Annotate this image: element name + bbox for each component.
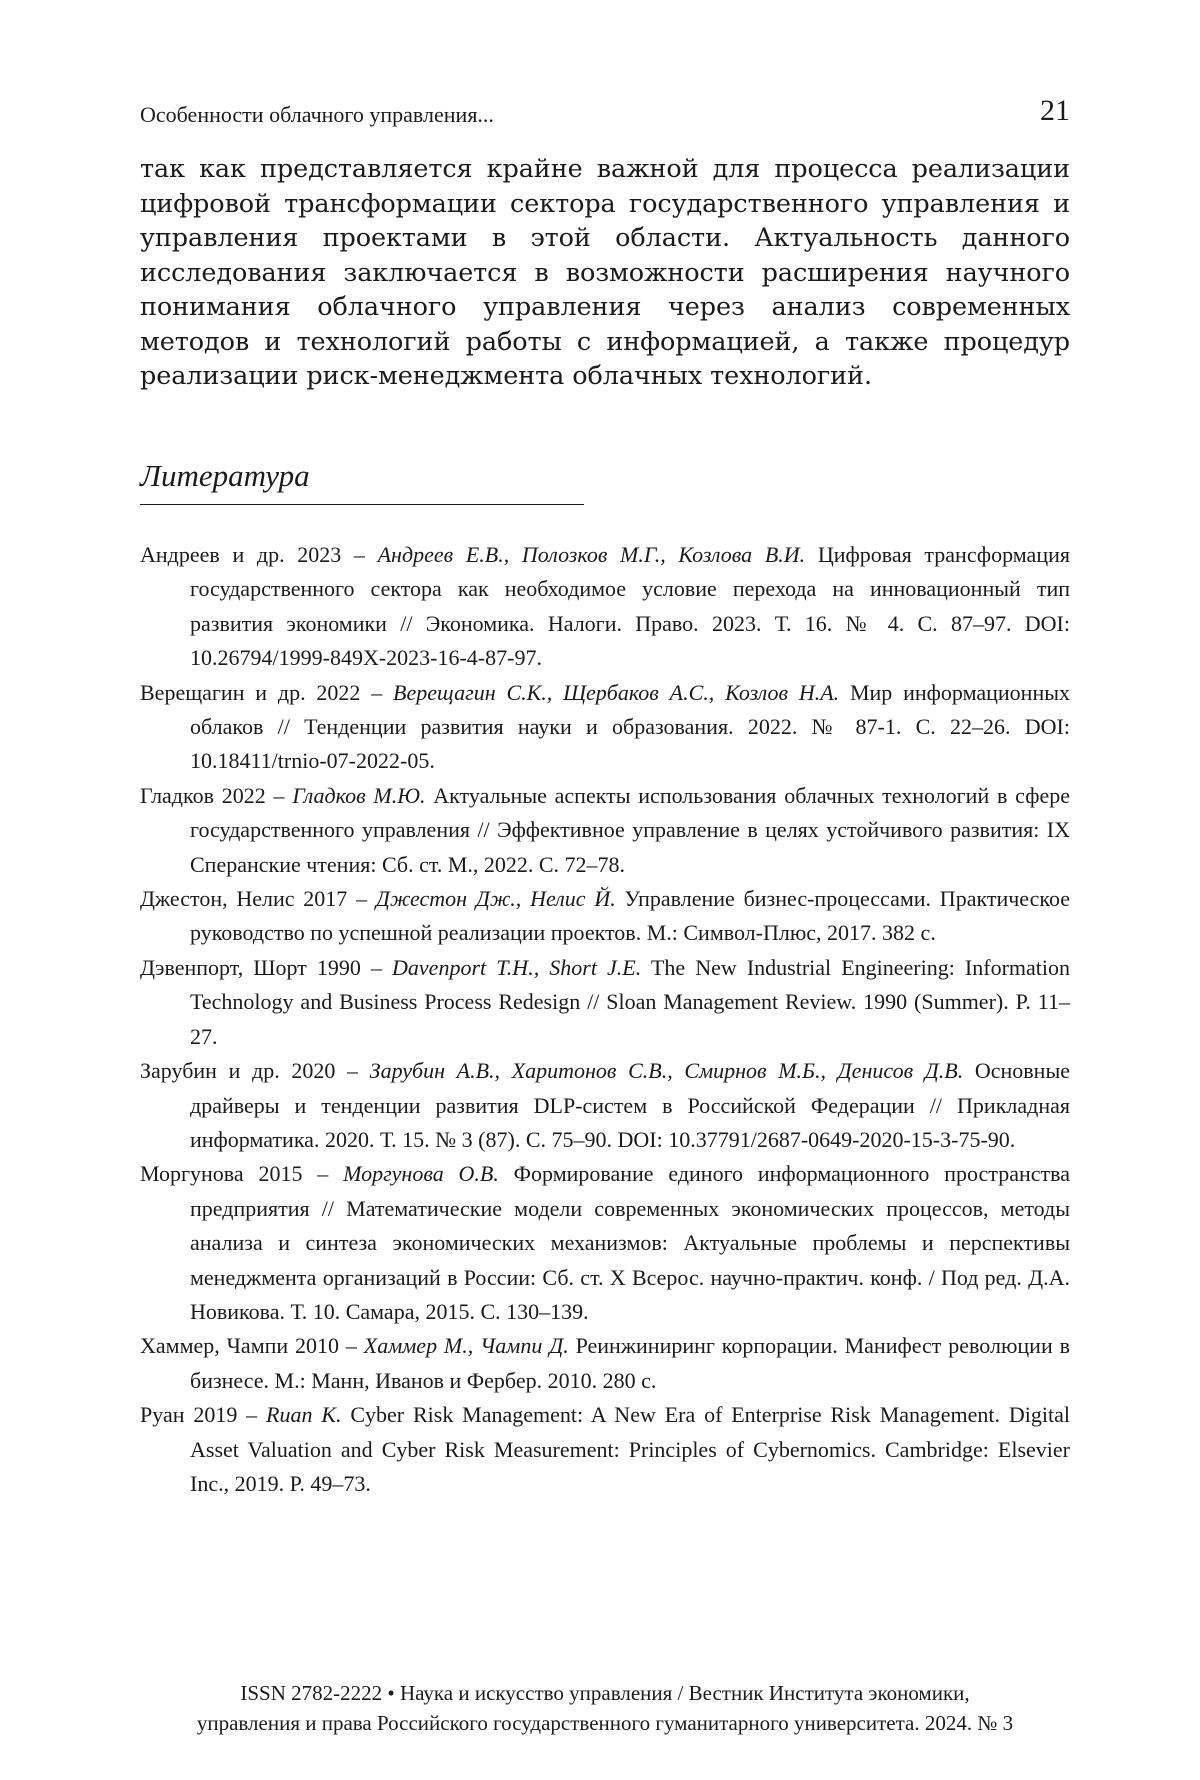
ref-authors: Гладков М.Ю.	[292, 782, 426, 808]
ref-authors: Андреев Е.В., Полозков М.Г., Козлова В.И.	[377, 542, 806, 567]
ref-key: Верещагин и др. 2022 –	[140, 679, 394, 705]
reference-item	[140, 1157, 1070, 1329]
ref-text: Cyber Risk Management: A New Era of Enterprise Risk Management. Digital Asset Valuation and Cyber Risk Measurement: Principles of Cybernomics. Cambridge: Elsevier Inc., 2019. P. 49–73.	[190, 1402, 1071, 1496]
body-paragraph: так как представляется крайне важной для процесса реализации цифровой трансформации сектора государственного управления и управления проектами в этой области. Актуальность данного исследования заключается в возможности расширения научного понимания облачного управления через анализ современных методов и технологий работы с информацией, а также процедур реализации риск-менеджмента облачных технологий.	[140, 154, 1070, 391]
ref-authors: Ruan K.	[266, 1402, 342, 1428]
ref-text: Мир информационных облаков // Тенденции развития науки и образования. 2022. № 87-1. С. 22–26. DOI: 10.18411/trnio-07-2022-05.	[190, 679, 1071, 774]
ref-key: Зарубин и др. 2020 –	[140, 1058, 370, 1084]
reference-item	[140, 1054, 1070, 1157]
ref-key: Гладков 2022 –	[140, 782, 293, 808]
ref-key: Хаммер, Чампи 2010 –	[140, 1333, 364, 1359]
ref-key: Моргунова 2015 –	[140, 1161, 344, 1187]
ref-text: The New Industrial Engineering: Information Technology and Business Process Redesign // Sloan Management Review. 1990 (Summer). P. 11–27.	[190, 954, 1070, 1049]
reference-item	[140, 779, 1070, 882]
reference-item	[140, 882, 1070, 951]
ref-authors: Хаммер М., Чампи Д.	[363, 1333, 569, 1359]
page-number: 21	[1040, 94, 1070, 127]
ref-key: Руан 2019 –	[140, 1402, 267, 1428]
ref-authors: Davenport T.H., Short J.E.	[392, 954, 642, 980]
running-title: Особенности облачного управления...	[140, 102, 494, 127]
ref-authors: Верещагин С.К., Щербаков А.С., Козлов Н.А.	[393, 679, 840, 705]
journal-page	[140, 0, 1070, 1780]
reference-item	[140, 538, 1070, 676]
ref-authors: Зарубин А.В., Харитонов С.В., Смирнов М.Б., Денисов Д.В.	[369, 1058, 964, 1084]
reference-item	[140, 1329, 1070, 1398]
ref-text: Актуальные аспекты использования облачных технологий в сфере государственного управления // Эффективное управление в целях устойчивого развития: IX Сперанские чтения: Сб. ст. М., 2022. С. 72–78.	[190, 782, 1070, 877]
reference-item	[140, 676, 1070, 779]
ref-text: Цифровая трансформация государственного сектора как необходимое условие перехода на инновационный тип развития экономики // Экономика. Налоги. Право. 2023. Т. 16. № 4. С. 87–97. DOI: 10.26794/1999-849X-2023-16-4-87-97.	[190, 542, 1070, 671]
reference-list	[140, 538, 1070, 1501]
ref-key: Дэвенпорт, Шорт 1990 –	[140, 954, 393, 980]
footer-line-journal: управления и права Российского государственного гуманитарного университета. 2024. № 3	[196, 1711, 1014, 1735]
ref-authors: Джестон Дж., Нелис Й.	[375, 886, 616, 912]
running-head	[140, 92, 1070, 128]
ref-key: Андреев и др. 2023 –	[140, 542, 378, 567]
ref-authors: Моргунова О.В.	[343, 1161, 499, 1187]
ref-key: Джестон, Нелис 2017 –	[140, 886, 376, 912]
ref-text: Реинжиниринг корпорации. Манифест революции в бизнесе. М.: Манн, Иванов и Фербер. 2010. 280 с.	[190, 1333, 1070, 1393]
reference-item	[140, 951, 1070, 1054]
journal-footer	[140, 1678, 1070, 1738]
ref-text: Формирование единого информационного пространства предприятия // Математические модели современных экономических процессов, методы анализа и синтеза экономических механизмов: Актуальные проблемы и перспективы менеджмента организаций в России: Сб. ст. X Всерос. научно-практич. конф. / Под ред. Д.А. Новикова. Т. 10. Самара, 2015. С. 130–139.	[190, 1161, 1070, 1324]
ref-text: Управление бизнес-процессами. Практическое руководство по успешной реализации проектов. М.: Символ-Плюс, 2017. 382 с.	[190, 886, 1070, 946]
ref-text: Основные драйверы и тенденции развития DLP-систем в Российской Федерации // Прикладная информатика. 2020. Т. 15. № 3 (87). С. 75–90. DOI: 10.37791/2687-0649-2020-15-3-75-90.	[190, 1058, 1071, 1152]
literature-heading: Литература	[140, 458, 310, 493]
footer-line-issn: ISSN 2782-2222 • Наука и искусство управления / Вестник Института экономики,	[240, 1681, 970, 1705]
reference-item	[140, 1398, 1070, 1501]
heading-underline	[140, 504, 584, 505]
